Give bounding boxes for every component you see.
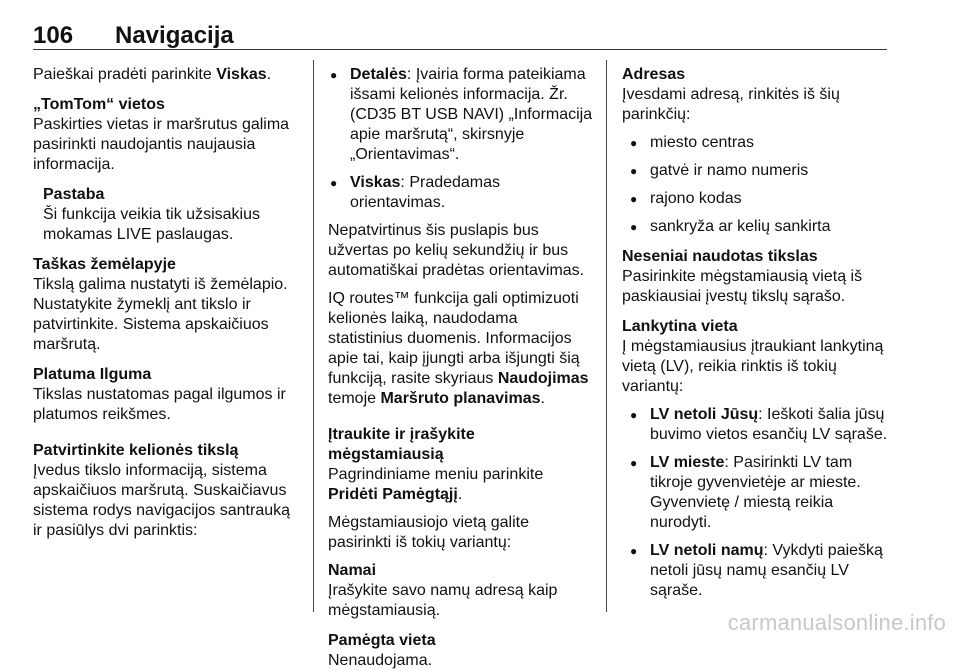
auto-start-text: Nepatvirtinus šis puslapis bus užvertas po kelių sekundžių ir bus automatiškai pradėtas orientavimas. xyxy=(328,222,585,279)
poi-heading: Lankytina vieta xyxy=(622,318,738,335)
latlon-heading: Platuma Ilguma xyxy=(33,366,152,383)
list-item: ● Viskas: Pradedamas orientavimas. xyxy=(328,173,594,213)
favourite-text: Pagrindiniame meniu parinkite Pridėti Pamėgtąjį. xyxy=(328,466,544,503)
poi-options-list xyxy=(622,405,894,601)
page-header xyxy=(33,22,887,52)
home-heading: Namai xyxy=(328,562,377,579)
watermark: carmanualsonline.info xyxy=(727,610,946,635)
address-text: Įvesdami adresą, rinkitės iš šių parinkčių: xyxy=(622,86,840,123)
address-heading: Adresas xyxy=(622,66,686,83)
note-heading: Pastaba xyxy=(43,186,105,203)
recent-heading: Neseniai naudotas tikslas xyxy=(622,248,818,265)
home-text: Įrašykite savo namų adresą kaip mėgstamiausią. xyxy=(328,582,558,619)
favourite-heading: Įtraukite ir įrašykite mėgstamiausią xyxy=(328,426,475,463)
route-options-list xyxy=(328,65,594,213)
iq-routes-text: IQ routes™ funkcija gali optimizuoti kelionės laiką, naudodama statistinius duomenis. Informacijos apie tai, kaip įjungti arba išjungti šią funkciją, rasite skyriaus Naudojimas temoje Maršruto planavimas. xyxy=(328,290,589,407)
list-item: ● LV netoli namų: Vykdyti paiešką netoli jūsų namų esančių LV sąraše. xyxy=(622,541,894,601)
list-item: ● miesto centras xyxy=(622,133,894,153)
favourite-options-text: Mėgstamiausiojo vietą galite pasirinkti iš tokių variantų: xyxy=(328,514,529,551)
list-item: ● gatvė ir namo numeris xyxy=(622,161,894,181)
liked-place-text: Nenaudojama. xyxy=(328,652,433,669)
poi-text: Į mėgstamiausius įtraukiant lankytiną vietą (LV), reikia rinktis iš tokių variantų: xyxy=(622,338,884,395)
list-item: ● LV netoli Jūsų: Ieškoti šalia jūsų buvimo vietos esančių LV sąraše. xyxy=(622,405,894,445)
list-item: ● sankryža ar kelių sankirta xyxy=(622,217,894,237)
tomtom-heading: „TomTom“ vietos xyxy=(33,96,165,113)
page-title: Navigacija xyxy=(115,22,234,49)
confirm-heading: Patvirtinkite kelionės tikslą xyxy=(33,442,239,459)
column-2 xyxy=(328,65,594,671)
column-divider-1 xyxy=(313,60,314,612)
list-item: ● LV mieste: Pasirinkti LV tam tikroje gyvenvietėje ar mieste. Gyvenvietę / miestą reikia nurodyti. xyxy=(622,453,894,533)
column-1 xyxy=(33,65,303,541)
latlon-text: Tikslas nustatomas pagal ilgumos ir platumos reikšmes. xyxy=(33,386,286,423)
list-item: ● rajono kodas xyxy=(622,189,894,209)
address-options-list xyxy=(622,133,894,237)
tomtom-text: Paskirties vietas ir maršrutus galima pasirinkti naudojantis naujausia informacija. xyxy=(33,116,290,173)
header-divider xyxy=(33,49,887,50)
map-point-heading: Taškas žemėlapyje xyxy=(33,256,176,273)
page-number: 106 xyxy=(33,22,74,49)
column-divider-2 xyxy=(606,60,607,612)
map-point-text: Tikslą galima nustatyti iš žemėlapio. Nustatykite žymeklį ant tikslo ir patvirtinkite. Sistema apskaičiuos maršrutą. xyxy=(33,276,288,353)
note-block xyxy=(43,185,303,245)
confirm-text: Įvedus tikslo informaciją, sistema apskaičiuos maršrutą. Suskaičiavus sistema rodys navigacijos santrauką ir pasiūlys dvi parinktis: xyxy=(33,462,291,539)
intro-paragraph: Paieškai pradėti parinkite Viskas. xyxy=(33,66,272,83)
recent-text: Pasirinkite mėgstamiausią vietą iš paskiausiai įvestų tikslų sąrašo. xyxy=(622,268,863,305)
intro-option: Viskas xyxy=(216,66,267,83)
note-text: Ši funkcija veikia tik užsisakius mokamas LIVE paslaugas. xyxy=(43,206,260,243)
column-3 xyxy=(622,65,894,601)
liked-place-heading: Pamėgta vieta xyxy=(328,632,436,649)
list-item: ● Detalės: Įvairia forma pateikiama išsami kelionės informacija. Žr. (CD35 BT USB NAVI) „Informacija apie maršrutą“, skirsnyje „Orientavimas“. xyxy=(328,65,594,165)
